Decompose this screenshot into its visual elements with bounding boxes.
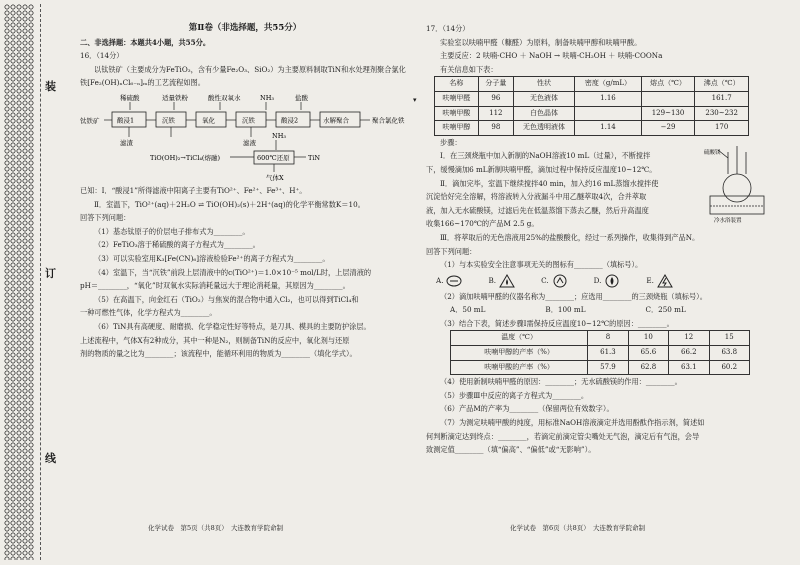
cell: 白色晶体 xyxy=(513,106,574,121)
binding-margin xyxy=(0,0,56,565)
cell: 60.2 xyxy=(709,360,749,375)
cell: 63.1 xyxy=(669,360,709,375)
cell: 无色透明液体 xyxy=(513,121,574,136)
icon-label-e: E. xyxy=(646,275,654,285)
icon-option-d xyxy=(594,274,621,288)
flow-step-acid-leach-2: 酸浸2 xyxy=(281,116,299,125)
reagent-nh3: NH₃ xyxy=(260,93,274,102)
cell: 66.2 xyxy=(669,346,709,361)
r-q2: （2）滴加呋喃甲醛的仪器名称为________；应选用________的三颈烧瓶（填标号）。 xyxy=(440,291,707,301)
q16-part4a: （4）室温下，当“沉铁”前段上层清液中的c(TiO²⁺)＝1.0×10⁻⁵ mol/L时，上层清液的 xyxy=(94,267,372,277)
apparatus-figure xyxy=(704,144,770,226)
step-2a: Ⅱ．滴加完毕，室温下继续搅拌40 min，加入约16 mL蒸馏水搅拌使 xyxy=(440,178,659,188)
icon-label-c: C. xyxy=(541,275,549,285)
cell: 10 xyxy=(628,331,668,346)
flow-step-acid-leach-1: 酸浸1 xyxy=(117,116,135,125)
flow-reduction: 600℃还原 xyxy=(257,153,290,162)
cell: 65.6 xyxy=(628,346,668,361)
r-q4: （4）使用新制呋喃甲醛的原因：________；无水硫酸镁的作用：________。 xyxy=(440,377,682,387)
property-table xyxy=(434,76,749,135)
heating-icon xyxy=(604,274,620,288)
flask-option-a: A．50 mL xyxy=(450,305,486,315)
cell: 129~130 xyxy=(641,106,695,121)
icon-option-c xyxy=(541,274,568,288)
th-density: 密度（g/mL） xyxy=(575,77,642,92)
q16-intro: 以钛铁矿（主要成分为FeTiO₃，含有少量Fe₂O₃、SiO₂）为主要原料制取TiN和水处理剂聚合氯化铁[Fe₂(OH)ₙCl₆₋ₙ]ₘ的工艺流程如图。 xyxy=(80,64,406,88)
q16-part1: （1）基态钛原子的价层电子排布式为________。 xyxy=(94,226,250,236)
q16-part6c: 剂的物质的量之比为________；该流程中，能循环利用的物质为________（填化学式）。 xyxy=(80,349,357,359)
table-row xyxy=(451,346,750,361)
flow-ti-chain: TiO(OH)₂→TiCl₄(熔融) xyxy=(150,153,221,162)
table-row xyxy=(451,360,750,375)
flask-option-c: C．250 mL xyxy=(645,305,686,315)
q16-part5a: （5）在高温下，向金红石（TiO₂）与焦炭的混合物中通入Cl₂，也可以得到TiCl₄和 xyxy=(94,294,359,304)
step-3a: Ⅲ．将萃取后的无色溶液用25%的盐酸酸化，经过一系列操作，收集得到产品N。 xyxy=(440,232,700,242)
yield-table-header xyxy=(451,331,750,346)
cell: 无色液体 xyxy=(513,91,574,106)
cell xyxy=(575,106,642,121)
reagent-iron-powder: 适量铁粉 xyxy=(162,93,188,102)
q17-intro: 实验室以呋喃甲醛（糠醛）为原料，制备呋喃甲醇和呋喃甲酸。 xyxy=(440,37,642,47)
cell: 62.8 xyxy=(628,360,668,375)
flow-step-oxidize: 氧化 xyxy=(202,116,215,125)
icon-label-b: B. xyxy=(488,275,497,285)
icon-label-a: A. xyxy=(436,275,444,285)
q17-main-reaction: 主要反应：2 呋喃-CHO ＋ NaOH → 呋喃-CH₂OH ＋ 呋喃-COONa xyxy=(440,51,663,61)
binding-char-zhuang: 装 xyxy=(45,80,56,93)
left-page xyxy=(80,22,410,361)
cell: 8 xyxy=(588,331,628,346)
right-footer: 化学试卷 第6页（共8页） 大连教育学院命制 xyxy=(510,524,646,532)
answer-prompt: 回答下列问题： xyxy=(80,213,131,223)
flow-feed: 钛铁矿 xyxy=(80,116,100,125)
icon-label-d: D. xyxy=(593,275,602,285)
step-3b: 回答下列问题： xyxy=(426,246,477,256)
flow-product: 聚合氯化铁 xyxy=(372,116,405,125)
electric-hazard-icon xyxy=(657,274,673,288)
safety-icons xyxy=(436,274,771,288)
cell: −29 xyxy=(641,121,695,136)
step-2b: 沉淀恰好完全溶解，将溶液转入分液漏斗中用乙醚萃取4次，合并萃取 xyxy=(426,192,647,202)
cell: 61.3 xyxy=(588,346,628,361)
reagent-h2o2: 酸性双氧水 xyxy=(208,93,241,102)
cell: 呋喃甲醛 xyxy=(435,91,479,106)
steps-label: 步骤： xyxy=(440,137,462,147)
flow-step-precipitate-1: 沉铁 xyxy=(162,116,175,125)
flow-tin: TiN xyxy=(308,153,321,162)
flow-filtrate: 滤液 xyxy=(243,138,256,147)
q16-part6b: 上述流程中，气体X有2种成分，其中一种是N₂，则制备TiN的反应中，氧化剂与还原 xyxy=(80,335,350,345)
table-row xyxy=(435,121,749,136)
apparatus-sub: 冷水浴装置 xyxy=(714,217,742,224)
th-appearance: 性状 xyxy=(513,77,574,92)
q16-part5b: 一种可燃性气体，化学方程式为________。 xyxy=(80,308,217,318)
flow-reagents xyxy=(120,93,309,102)
flask-options xyxy=(450,303,771,317)
property-table-header xyxy=(435,77,749,92)
cell: 呋喃甲酸的产率（%） xyxy=(451,360,588,375)
icon-option-b xyxy=(488,274,515,288)
cell: 呋喃甲醇的产率（%） xyxy=(451,346,588,361)
binding-holes xyxy=(4,4,34,560)
right-page xyxy=(426,22,771,457)
icon-option-e xyxy=(646,274,673,288)
reagent-hcl: 盐酸 xyxy=(295,93,308,102)
cell: 170 xyxy=(695,121,749,136)
reagent-dilute-h2so4: 稀硫酸 xyxy=(120,93,140,102)
th-name: 名称 xyxy=(435,77,479,92)
exhaust-icon xyxy=(552,274,568,288)
th-bp: 沸点（℃） xyxy=(695,77,749,92)
table-row xyxy=(435,91,749,106)
binding-char-ding: 订 xyxy=(45,267,56,280)
q16-part3: （3）可以实验室用K₃[Fe(CN)₆]溶液检验Fe²⁺的离子方程式为________。 xyxy=(94,253,330,263)
cell: 呋喃甲醇 xyxy=(435,121,479,136)
binding-line xyxy=(40,4,41,560)
cell: 96 xyxy=(478,91,513,106)
cell xyxy=(641,91,695,106)
step-2c: 液，加入无水硫酸镁，过滤后先在低温蒸馏下蒸去乙醚，然后升高温度 xyxy=(426,205,649,215)
cell: 112 xyxy=(478,106,513,121)
r-q3: （3）结合下表，简述步骤Ⅰ需保持反应温度10~12℃的原因：________。 xyxy=(440,318,674,328)
q16-part4b: pH＝________，“氧化”时双氧水实际消耗量远大于理论消耗量，其原因为________。 xyxy=(80,281,350,291)
cell: 98 xyxy=(478,121,513,136)
flow-step-precipitate-2: 沉铁 xyxy=(242,116,255,125)
flow-gas-x: 气体X xyxy=(266,173,284,182)
step-1b: 下，缓慢滴加6 mL新制呋喃甲醛，滴加过程中保持反应温度10~12℃。 xyxy=(426,164,657,174)
known-2: Ⅱ．室温下，TiO²⁺(aq)＋2H₂O ⇌ TiO(OH)₂(s)＋2H⁺(aq)的化学平衡常数K＝10。 xyxy=(94,199,365,209)
flow-nh3-lower: NH₃ xyxy=(272,131,286,140)
table-row xyxy=(435,106,749,121)
th-mw: 分子量 xyxy=(478,77,513,92)
flame-warning-icon xyxy=(499,274,515,288)
cell: 57.9 xyxy=(588,360,628,375)
cell: 63.8 xyxy=(709,346,749,361)
q16-heading: 16．（14分） xyxy=(80,51,124,61)
step-2d: 收集166~170℃的产品M 2.5 g。 xyxy=(426,219,539,229)
step-1a: Ⅰ．在三颈烧瓶中加入新制的NaOH溶液10 mL（过量），不断搅拌 xyxy=(440,151,651,161)
apparatus-label: 硫酸镁 xyxy=(704,149,721,156)
cell: 230~232 xyxy=(695,106,749,121)
r-q7c: 致测定值________（填“偏高”、“偏低”或“无影响”）。 xyxy=(426,445,596,455)
q16-part6a: （6）TiN具有高硬度、耐磨损、化学稳定性好等特点，是刀具、模具的主要防护涂层。 xyxy=(94,321,371,331)
cell: 温度（℃） xyxy=(451,331,588,346)
flow-residue: 滤渣 xyxy=(120,138,133,147)
cell: 15 xyxy=(709,331,749,346)
r-q7b: 何判断滴定达到终点：________，若滴定前滴定管尖嘴处无气泡，滴定后有气泡，会导 xyxy=(426,431,700,441)
section-heading: 二、非选择题：本题共4小题，共55分。 xyxy=(80,37,211,47)
q17-heading: 17．（14分） xyxy=(426,24,470,33)
cell: 1.14 xyxy=(575,121,642,136)
part-title: 第Ⅱ卷（非选择题，共55分） xyxy=(188,23,302,33)
goggles-icon xyxy=(446,274,462,288)
flow-step-hydrolysis: 水解聚合 xyxy=(323,116,349,125)
q17-info-label: 有关信息如下表： xyxy=(440,64,498,74)
yield-table xyxy=(450,330,750,375)
cell: 呋喃甲酸 xyxy=(435,106,479,121)
cell: 12 xyxy=(669,331,709,346)
known-1: 已知：Ⅰ．“酸浸1”所得滤液中阳离子主要有TiO²⁺、Fe²⁺、Fe³⁺、H⁺。 xyxy=(80,185,307,195)
icon-option-a xyxy=(436,274,462,288)
cell: 1.16 xyxy=(575,91,642,106)
binding-char-xian: 线 xyxy=(45,452,56,465)
r-q1: （1）与本实验安全注意事项无关的图标有________（填标号）。 xyxy=(440,260,643,270)
r-q6: （6）产品M的产率为________（保留两位有效数字）。 xyxy=(440,404,614,414)
r-q7a: （7）为测定呋喃甲酸的纯度，用标准NaOH溶液滴定并选用酚酞作指示剂，简述如 xyxy=(440,418,705,428)
page-mark: ▾ xyxy=(413,96,417,104)
process-flow-diagram xyxy=(80,92,410,182)
left-footer: 化学试卷 第5页（共8页） 大连教育学院命制 xyxy=(148,524,284,532)
q16-part2: （2）FeTiO₃溶于稀硫酸的离子方程式为________。 xyxy=(94,240,260,250)
cell: 161.7 xyxy=(695,91,749,106)
th-mp: 熔点（℃） xyxy=(641,77,695,92)
flask-option-b: B．100 mL xyxy=(545,305,586,315)
r-q5: （5）步骤Ⅲ中反应的离子方程式为________。 xyxy=(440,390,589,400)
